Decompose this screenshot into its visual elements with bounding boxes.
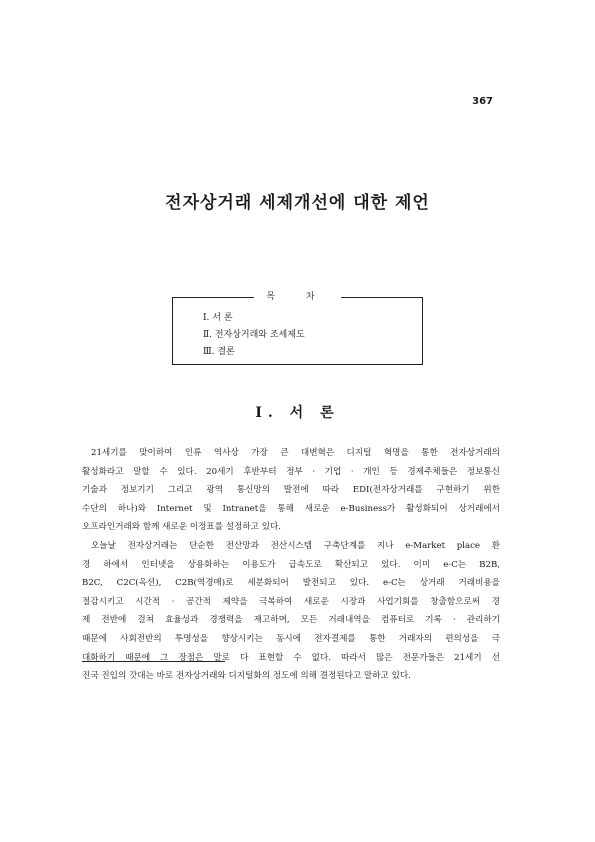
section-heading: Ⅰ. 서 론 — [255, 405, 340, 421]
body-line: 제 전반에 걸쳐 효율성과 경쟁력을 제고하며, 모든 거래내역을 컴퓨터로 기록 · 관리하기 — [82, 615, 500, 626]
toc-list — [203, 310, 305, 361]
body-line: 절감시키고 시간적 · 공간적 제약을 극복하여 새로운 시장과 사업기회를 창출함으로써 경 — [82, 596, 500, 607]
body-line: 활성화라고 말할 수 있다. 20세기 후반부터 정부 · 기업 · 개인 등 경제주체들은 정보통신 — [82, 466, 500, 477]
body-line: 기술과 정보기기 그리고 광역 통신망의 발전에 따라 EDI(전자상거래를 구현하기 위한 — [82, 485, 500, 496]
body-line: 대화하기 때문에 그 장점은 말로 다 표현할 수 없다. 따라서 많은 전문가들은 21세기 선 — [82, 652, 500, 663]
toc-item-introduction: Ⅰ. 서 론 — [203, 313, 233, 323]
table-of-contents-box — [172, 292, 423, 365]
body-line: 진국 진입의 갓대는 바로 전자상거래와 디지털화의 정도에 의해 결정된다고 말하고 있다. — [82, 671, 411, 682]
footnote-rule — [82, 661, 225, 662]
body-line: 경 하에서 인터넷을 상용화하는 이용도가 급속도로 확산되고 있다. 이미 e-C는 B2B, — [82, 559, 500, 570]
toc-heading — [173, 291, 422, 303]
body-line: 수단의 하나)와 Internet 및 Intranet을 통해 새로운 e-Business가 활성화되어 상거래에서 — [82, 503, 500, 514]
body-line: 21세기를 맞이하여 인류 역사상 가장 큰 대변혁은 디지털 혁명을 통한 전자상거래의 — [91, 448, 500, 458]
body-line: 오늘날 전자상거래는 단순한 전산망과 전산시스템 구축단계를 지나 e-Market place 환 — [91, 540, 500, 551]
body-line: 오프라인거래와 함께 새로운 이정표를 설정하고 있다. — [82, 522, 282, 533]
toc-item-conclusion: Ⅲ. 결론 — [203, 347, 235, 357]
page-title: 전자상거래 세제개선에 대한 제언 — [165, 193, 430, 213]
body-line: 때문에 사회전반의 투명성을 향상시키는 동시에 전자결제를 통한 거래자의 편의성을 극 — [82, 633, 500, 644]
toc-heading-label: 목 차 — [254, 292, 340, 302]
body-line: B2C, C2C(옥션), C2B(역경매)로 세분화되어 발전되고 있다. e-C는 상거래 거래비용을 — [82, 578, 500, 589]
page-number: 367 — [472, 96, 493, 107]
toc-item-ecommerce-tax: Ⅱ. 전자상거래와 조세제도 — [203, 330, 305, 340]
body-text — [82, 444, 500, 686]
